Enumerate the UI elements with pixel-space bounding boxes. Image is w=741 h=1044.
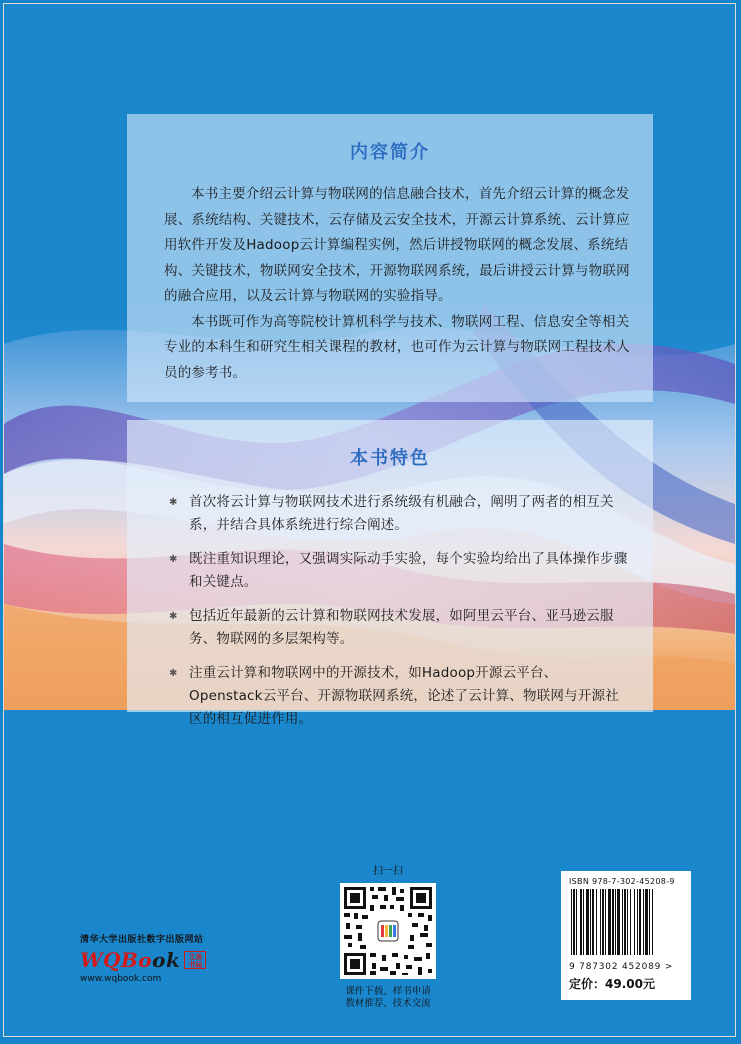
intro-title: 内容简介 xyxy=(350,142,430,163)
intro-paragraph-2: 本书既可作为高等院校计算机科学与技术、物联网工程、信息安全等相关专业的本科生和研究生相关课程的教材，也可作为云计算与物联网工程技术人员的参考书。 xyxy=(164,313,630,381)
cover-frame xyxy=(3,3,736,1037)
feature-text: 包括近年最新的云计算和物联网技术发展，如阿里云平台、亚马逊云服务、物联网的多层架构等。 xyxy=(189,608,614,647)
publisher-name: 清华大学出版社数字出版网站 xyxy=(80,935,204,945)
qr-block xyxy=(338,862,438,1010)
qr-code-icon xyxy=(340,883,436,979)
feature-item xyxy=(163,662,631,731)
qr-text xyxy=(338,986,438,1010)
qr-line-2: 教材推荐、技术交流 xyxy=(345,998,431,1009)
content-intro-panel xyxy=(127,114,653,402)
logo-main: WQBo xyxy=(80,948,153,972)
feature-text: 首次将云计算与物联网技术进行系统级有机融合，阐明了两者的相互关系，并结合具体系统进行综合阐述。 xyxy=(189,494,614,533)
publisher-url: www.wqbook.com xyxy=(80,974,162,984)
barcode-block xyxy=(561,871,691,1000)
logo-wordmark xyxy=(80,948,180,972)
logo-badge: 文泉书局 xyxy=(184,951,206,969)
intro-paragraph-1: 本书主要介绍云计算与物联网的信息融合技术，首先介绍云计算的概念发展、系统结构、关键技术，云存储及云安全技术，开源云计算系统、云计算应用软件开发及Hadoop云计算编程实例，然后讲授物联网的概念发展、系统结构、关键技术，物联网安全技术，开源物联网系统，最后讲授云计算与物联网的融合应用，以及云计算与物联网的实验指导。 xyxy=(164,186,630,304)
feature-text: 既注重知识理论，又强调实际动手实验，每个实验均给出了具体操作步骤和关键点。 xyxy=(189,551,628,590)
bullet-icon: ✱ xyxy=(169,554,178,565)
logo-k: ok xyxy=(152,948,181,972)
qr-line-1: 课件下载、样书申请 xyxy=(345,986,431,997)
features-title: 本书特色 xyxy=(350,448,430,469)
qr-caption: 扫一扫 xyxy=(373,866,403,877)
price-label: 定价：49.00元 xyxy=(569,977,655,991)
features-panel xyxy=(127,420,653,727)
features-list xyxy=(127,470,653,731)
intro-text xyxy=(127,164,653,386)
publisher-logo xyxy=(80,948,230,972)
bullet-icon: ✱ xyxy=(169,611,178,622)
bullet-icon: ✱ xyxy=(169,668,178,679)
bullet-icon: ✱ xyxy=(169,497,178,508)
barcode-digits: 9 787302 452089 > xyxy=(569,962,674,972)
feature-item xyxy=(163,548,631,594)
feature-item xyxy=(163,491,631,537)
barcode-icon xyxy=(569,889,683,957)
qr-code xyxy=(340,883,436,979)
isbn-number: ISBN 978-7-302-45208-9 xyxy=(569,877,675,886)
publisher-block xyxy=(80,932,230,984)
feature-item xyxy=(163,605,631,651)
feature-text: 注重云计算和物联网中的开源技术，如Hadoop开源云平台、Openstack云平台、开源物联网系统，论述了云计算、物联网与开源社区的相互促进作用。 xyxy=(189,665,619,727)
